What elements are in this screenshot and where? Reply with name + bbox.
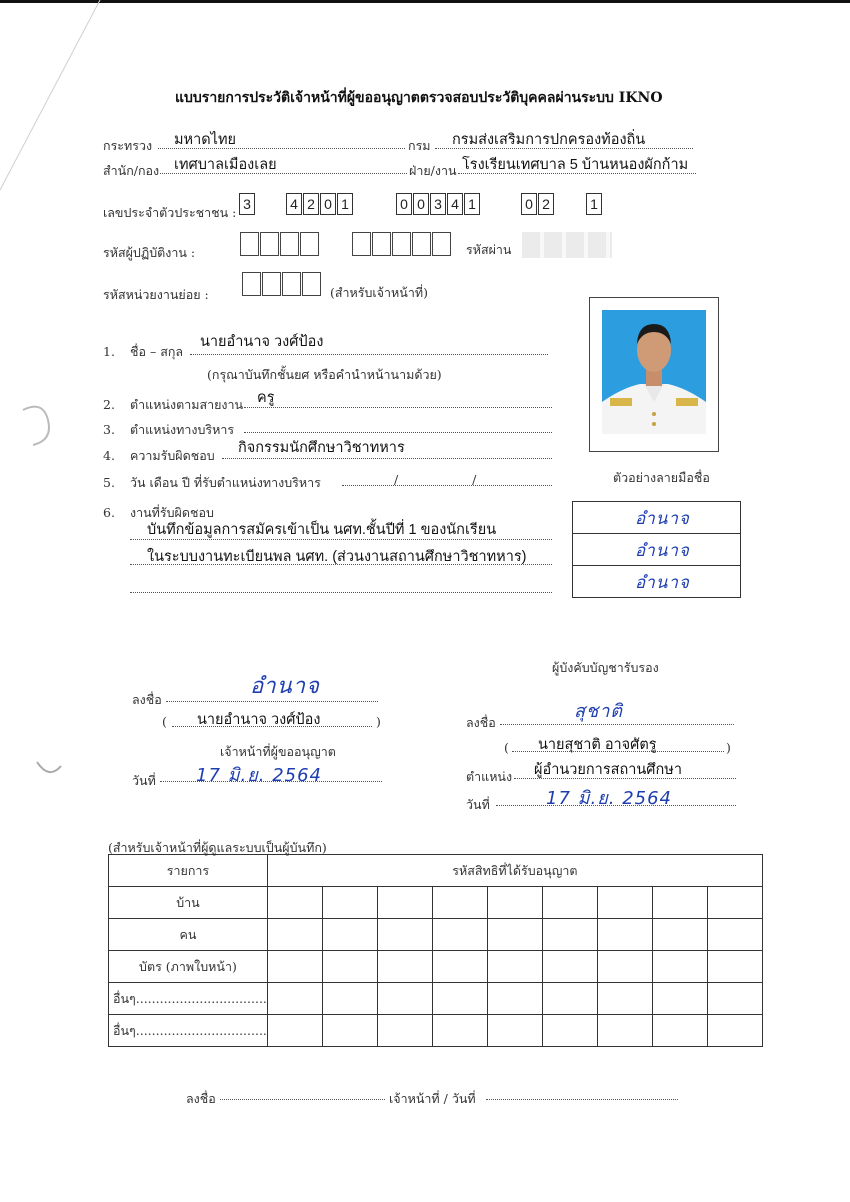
item-4-number: 4.	[103, 448, 115, 463]
name-label: ชื่อ – สกุล	[130, 344, 184, 359]
code-cell[interactable]	[432, 983, 487, 1015]
code-cell[interactable]	[432, 951, 487, 983]
form-title: แบบรายการประวัติเจ้าหน้าที่ผู้ขออนุญาตตรวจสอบประวัติบุคคลผ่านระบบ IKNO	[175, 90, 663, 106]
item-6-number: 6.	[103, 505, 115, 520]
supervisor-signature: สุชาติ	[574, 701, 623, 722]
code-cell[interactable]	[597, 887, 652, 919]
code-cell[interactable]	[707, 1015, 762, 1047]
name-value: นายอำนาจ วงศ์ป้อง	[200, 334, 324, 350]
code-cell[interactable]	[322, 919, 377, 951]
table-row	[109, 983, 763, 1015]
item-3-number: 3.	[103, 422, 115, 437]
ministry-label: กระทรวง	[103, 138, 153, 153]
footer-sign-label: ลงชื่อ	[186, 1091, 216, 1106]
row-label: อื่นๆ.................................	[109, 1015, 268, 1047]
code-cell[interactable]	[267, 951, 322, 983]
citizen-id-digit: 0	[396, 193, 412, 215]
citizen-id-digit: 4	[447, 193, 463, 215]
supervisor-sign-label: ลงชื่อ	[466, 715, 496, 730]
applicant-name: นายอำนาจ วงศ์ป้อง	[197, 712, 321, 728]
password-label: รหัสผ่าน	[466, 242, 512, 257]
name-line	[190, 354, 548, 355]
citizen-id-digit: 3	[239, 193, 255, 215]
responsibility-label: ความรับผิดชอบ	[130, 448, 215, 463]
admin-position-label: ตำแหน่งทางบริหาร	[130, 422, 235, 437]
code-cell[interactable]	[377, 887, 432, 919]
division-value: โรงเรียนเทศบาล 5 บ้านหนองผักก้าม	[462, 157, 689, 173]
code-cell[interactable]	[707, 919, 762, 951]
code-cell[interactable]	[377, 919, 432, 951]
operator-code-label: รหัสผู้ปฏิบัติงาน :	[103, 245, 196, 260]
code-box[interactable]	[392, 232, 411, 256]
code-cell[interactable]	[322, 1015, 377, 1047]
supervisor-paren-close: )	[726, 740, 731, 755]
code-cell[interactable]	[542, 983, 597, 1015]
admin-date-separators: / /	[394, 472, 477, 487]
subunit-code-label: รหัสหน่วยงานย่อย :	[103, 287, 209, 302]
code-cell[interactable]	[652, 887, 707, 919]
supervisor-heading: ผู้บังคับบัญชารับรอง	[552, 660, 659, 675]
code-cell[interactable]	[432, 1015, 487, 1047]
responsibility-value: กิจกรรมนักศึกษาวิชาทหาร	[238, 440, 405, 456]
punch-hole-mark-2	[34, 758, 64, 780]
row-label: อื่นๆ.................................	[109, 983, 268, 1015]
supervisor-date: 17 มิ.ย. 2564	[546, 788, 673, 809]
applicant-role: เจ้าหน้าที่ผู้ขออนุญาต	[220, 744, 336, 759]
supervisor-name: นายสุชาติ อาจศัตรู	[538, 737, 657, 753]
code-cell[interactable]	[542, 887, 597, 919]
citizen-id-digit: 0	[320, 193, 336, 215]
code-cell[interactable]	[707, 983, 762, 1015]
signature-sample-label: ตัวอย่างลายมือชื่อ	[613, 470, 710, 485]
code-cell[interactable]	[322, 887, 377, 919]
code-cell[interactable]	[652, 951, 707, 983]
code-box[interactable]	[282, 272, 301, 296]
table-row	[109, 951, 763, 983]
applicant-signature: อำนาจ	[250, 674, 320, 699]
code-cell[interactable]	[487, 951, 542, 983]
citizen-id-digit: 0	[521, 193, 537, 215]
code-cell[interactable]	[487, 1015, 542, 1047]
code-cell[interactable]	[432, 919, 487, 951]
task-line-1: บันทึกข้อมูลการสมัครเข้าเป็น นศท.ชั้นปีที่ 1 ของนักเรียน	[147, 522, 497, 538]
footer-date-line	[486, 1099, 678, 1100]
supervisor-position-label: ตำแหน่ง	[466, 769, 513, 784]
signature-sample: อำนาจ	[635, 509, 690, 529]
code-box[interactable]	[260, 232, 279, 256]
footer-sign-line	[220, 1099, 385, 1100]
code-box[interactable]	[242, 272, 261, 296]
person-photo-icon	[602, 310, 706, 434]
code-cell[interactable]	[432, 887, 487, 919]
citizen-id-digit: 1	[337, 193, 353, 215]
footer-role: เจ้าหน้าที่ / วันที่	[389, 1091, 476, 1106]
code-cell[interactable]	[597, 983, 652, 1015]
task-line-2: ในระบบงานทะเบียนพล นศท. (ส่วนงานสถานศึกษาวิชาทหาร)	[147, 549, 527, 565]
code-cell[interactable]	[322, 951, 377, 983]
signature-sample-cell	[573, 534, 740, 566]
ministry-value: มหาดไทย	[174, 132, 237, 148]
password-masked-field[interactable]	[522, 232, 612, 258]
code-cell[interactable]	[377, 983, 432, 1015]
code-cell[interactable]	[487, 983, 542, 1015]
code-box[interactable]	[280, 232, 299, 256]
code-cell[interactable]	[377, 1015, 432, 1047]
code-cell[interactable]	[597, 1015, 652, 1047]
citizen-id-digit: 2	[538, 193, 554, 215]
code-cell[interactable]	[322, 983, 377, 1015]
col-item-header: รายการ	[109, 855, 268, 887]
supervisor-paren-open: (	[504, 740, 509, 755]
task-dotline-2	[130, 564, 552, 565]
code-cell[interactable]	[267, 983, 322, 1015]
signature-sample: อำนาจ	[635, 541, 690, 561]
code-cell[interactable]	[542, 1015, 597, 1047]
code-box[interactable]	[352, 232, 371, 256]
applicant-date-label: วันที่	[132, 773, 156, 788]
task-dotline-3	[130, 592, 552, 593]
division-label: ฝ่าย/งาน	[409, 163, 457, 178]
bureau-label: สำนัก/กอง	[103, 163, 160, 178]
code-box[interactable]	[240, 232, 259, 256]
row-label: คน	[109, 919, 268, 951]
code-cell[interactable]	[707, 951, 762, 983]
citizen-id-digit: 1	[586, 193, 602, 215]
task-label: งานที่รับผิดชอบ	[130, 505, 214, 520]
code-cell[interactable]	[597, 919, 652, 951]
officer-permission-table	[108, 854, 763, 1047]
code-box[interactable]	[302, 272, 321, 296]
citizen-id-digit: 3	[430, 193, 446, 215]
scan-edge-top	[0, 0, 850, 3]
position-label: ตำแหน่งตามสายงาน	[130, 397, 244, 412]
code-box[interactable]	[262, 272, 281, 296]
code-cell[interactable]	[267, 887, 322, 919]
code-cell[interactable]	[267, 1015, 322, 1047]
applicant-paren-close: )	[376, 714, 381, 729]
supervisor-position: ผู้อำนวยการสถานศึกษา	[534, 762, 682, 778]
code-box[interactable]	[432, 232, 451, 256]
citizen-id-digit: 4	[286, 193, 302, 215]
code-cell[interactable]	[542, 951, 597, 983]
signature-sample-cell	[573, 502, 740, 534]
table-row	[109, 887, 763, 919]
table-header-row	[109, 855, 763, 887]
scan-fold-mark	[0, 0, 110, 200]
department-value: กรมส่งเสริมการปกครองท้องถิ่น	[452, 132, 646, 148]
signature-sample-cell	[573, 566, 740, 596]
signature-sample-table	[572, 501, 741, 598]
row-label: บ้าน	[109, 887, 268, 919]
item-2-number: 2.	[103, 397, 115, 412]
bureau-value: เทศบาลเมืองเลย	[174, 157, 277, 173]
code-cell[interactable]	[267, 919, 322, 951]
applicant-paren-open: (	[162, 714, 167, 729]
col-codes-header: รหัสสิทธิที่ได้รับอนุญาต	[267, 855, 762, 887]
citizen-id-digit: 2	[303, 193, 319, 215]
position-value: ครู	[257, 390, 275, 406]
code-box[interactable]	[372, 232, 391, 256]
subunit-code-note: (สำหรับเจ้าหน้าที่)	[330, 285, 428, 300]
supervisor-date-label: วันที่	[466, 797, 490, 812]
code-cell[interactable]	[487, 919, 542, 951]
code-cell[interactable]	[707, 887, 762, 919]
table-row	[109, 1015, 763, 1047]
name-hint: (กรุณาบันทึกชั้นยศ หรือคำนำหน้านามด้วย)	[207, 367, 442, 382]
signature-sample: อำนาจ	[635, 573, 690, 593]
citizen-id-digit: 1	[464, 193, 480, 215]
applicant-sign-label: ลงชื่อ	[132, 692, 162, 707]
applicant-date: 17 มิ.ย. 2564	[196, 765, 323, 786]
code-cell[interactable]	[377, 951, 432, 983]
position-line	[244, 407, 552, 408]
admin-date-label: วัน เดือน ปี ที่รับตำแหน่งทางบริหาร	[130, 475, 321, 490]
row-label: บัตร (ภาพใบหน้า)	[109, 951, 268, 983]
item-5-number: 5.	[103, 475, 115, 490]
code-cell[interactable]	[652, 1015, 707, 1047]
item-1-number: 1.	[103, 344, 115, 359]
code-box[interactable]	[300, 232, 319, 256]
code-box[interactable]	[412, 232, 431, 256]
punch-hole-mark	[18, 400, 58, 450]
department-label: กรม	[408, 138, 431, 153]
code-cell[interactable]	[597, 951, 652, 983]
citizen-id-label: เลขประจำตัวประชาชน :	[103, 205, 237, 220]
code-cell[interactable]	[652, 983, 707, 1015]
table-row	[109, 919, 763, 951]
code-cell[interactable]	[487, 887, 542, 919]
admin-position-line	[244, 432, 552, 433]
code-cell[interactable]	[542, 919, 597, 951]
applicant-photo	[589, 297, 719, 452]
citizen-id-digit: 0	[413, 193, 429, 215]
task-dotline-1	[130, 539, 552, 540]
officer-section-title: (สำหรับเจ้าหน้าที่ผู้ดูแลระบบเป็นผู้บันทึก)	[108, 840, 327, 855]
code-cell[interactable]	[652, 919, 707, 951]
